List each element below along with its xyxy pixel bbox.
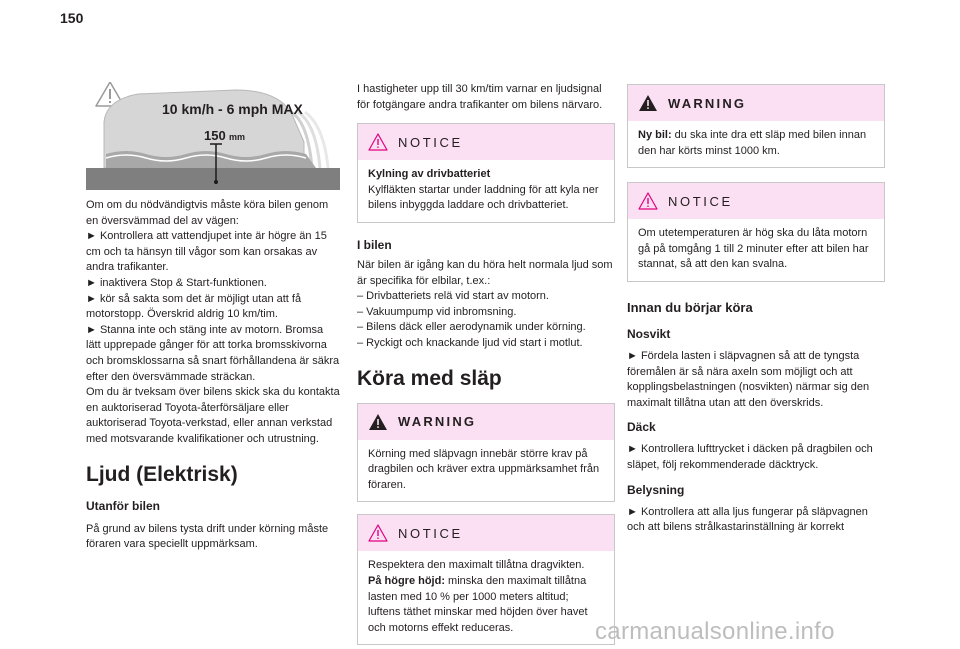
warning-header xyxy=(628,85,884,121)
warning-title: WARNING xyxy=(398,414,477,430)
notice-header xyxy=(358,515,614,551)
notice-body xyxy=(358,160,614,222)
warning-header xyxy=(358,404,614,440)
page-number: 150 xyxy=(60,10,84,26)
warning-body xyxy=(628,121,884,167)
warning-title: WARNING xyxy=(668,95,747,111)
notice-header xyxy=(358,124,614,160)
section-title-before-driving: Innan du börjar köra xyxy=(627,299,753,315)
road-surface xyxy=(86,168,340,190)
flood-instruction-line: ► Kontrollera att vattendjupet inte är högre än 15 cm och ta hänsyn till vågor som kan orsakas av andra trafikanter. xyxy=(86,230,327,274)
speed-label: 10 km/h - 6 mph MAX xyxy=(162,101,303,117)
notice-box-cooldown xyxy=(627,182,885,282)
list-item: – Ryckigt och knackande ljud vid start i motlut. xyxy=(357,336,583,349)
warning-icon xyxy=(638,94,658,112)
flood-instruction-line: ► inaktivera Stop & Start-funktionen. xyxy=(86,276,267,289)
column-middle xyxy=(357,82,615,645)
flood-instruction-line: ► kör så sakta som det är möjligt utan att få motorstopp. Överskrid aldrig 10 km/tim. xyxy=(86,292,302,321)
item-title-tyres: Däck xyxy=(627,420,656,435)
notice-bold: Kylning av drivbatteriet xyxy=(368,168,491,181)
outside-text: På grund av bilens tysta drift under körning måste föraren vara speciellt uppmärksam. xyxy=(86,522,329,551)
warning-text: du ska inte dra ett släp med bilen innan den har körts minst 1000 km. xyxy=(638,129,867,157)
warning-box-new-car xyxy=(627,84,885,168)
item-text-nose-weight: ► Fördela lasten i släpvagnen så att de tyngsta föremålen är så nära axeln som möjligt och att kopplingsbelastningen (nosvikten) närmar sig den maximalt tillåtna utan att den överskrids. xyxy=(627,349,870,409)
list-item: – Bilens däck eller aerodynamik under körning. xyxy=(357,321,586,334)
notice-title: NOTICE xyxy=(398,525,463,541)
section-title-sound: Ljud (Elektrisk) xyxy=(86,462,238,486)
list-item: – Drivbatteriets relä vid start av motorn. xyxy=(357,290,549,303)
item-title-lighting: Belysning xyxy=(627,482,685,497)
item-text-tyres: ► Kontrollera lufttrycket i däcken på dragbilen och släpet, följ rekommenderade däcktryck. xyxy=(627,443,873,471)
flood-illustration xyxy=(86,82,340,190)
pedestrian-warning-text: I hastigheter upp till 30 km/tim varnar en ljudsignal för fotgängare andra trafikanter om bilens närvaro. xyxy=(357,83,603,111)
item-text-lighting: ► Kontrollera att alla ljus fungerar på släpvagnen och att bilens strålkastarinställning är korrekt xyxy=(627,505,868,534)
subsection-title-inside: I bilen xyxy=(357,237,392,252)
warning-body: Körning med släpvagn innebär större krav på dragbilen och kräver extra uppmärksamhet från föraren. xyxy=(368,447,600,491)
water-waves xyxy=(106,151,316,168)
depth-value: 150 xyxy=(204,128,226,143)
notice-body: Om utetemperaturen är hög ska du låta motorn gå på tomgång 1 till 2 minuter efter att bilen har stannat, så att den kan svalna. xyxy=(638,227,869,271)
list-item: – Vakuumpump vid inbromsning. xyxy=(357,305,517,318)
watermark: carmanualsonline.info xyxy=(595,618,835,645)
flood-instruction-line: ► Stanna inte och stäng inte av motorn. Bromsa lätt upprepade gånger för att torka bromsskivorna och bromsklossarna så snart förhållandena är säkra efter den översvämmade sträckan. xyxy=(86,323,340,383)
notice-bold: På högre höjd: xyxy=(368,574,445,587)
column-left xyxy=(86,82,340,553)
notice-icon xyxy=(638,192,658,210)
notice-icon xyxy=(368,133,388,151)
notice-header xyxy=(628,183,884,219)
notice-icon xyxy=(368,524,388,542)
notice-text: Kylfläkten startar under laddning för att kyla ner bilens inbyggda laddare och drivbatteriet. xyxy=(368,183,599,212)
warning-box-towing xyxy=(357,403,615,503)
flood-instruction-line: Om du är tveksam över bilens skick ska du kontakta en auktoriserad Toyota-återförsäljare eller auktoriserad Toyota-verkstad, eller annan verkstad med motsvarande kvalifikationer och utrustning. xyxy=(86,386,340,445)
notice-text: minska den maximalt tillåtna lasten med 10 % per 1000 meters altitud; luftens täthet minskar med höjden över havet och motorns effekt reduceras. xyxy=(368,574,588,634)
notice-box-cooling xyxy=(357,123,615,223)
flooded-car-figure xyxy=(86,82,340,190)
column-right xyxy=(627,82,885,536)
flood-instructions xyxy=(86,198,340,448)
notice-title: NOTICE xyxy=(668,193,733,209)
inside-text: När bilen är igång kan du höra helt normala ljud som är specifika för elbilar, t.ex.: xyxy=(357,258,613,287)
notice-text: Respektera den maximalt tillåtna dragvikten. xyxy=(368,559,585,572)
subsection-title-outside: Utanför bilen xyxy=(86,498,160,513)
notice-title: NOTICE xyxy=(398,134,463,150)
section-title-towing: Köra med släp xyxy=(357,366,502,390)
warning-icon xyxy=(368,413,388,431)
depth-unit: mm xyxy=(229,132,246,142)
notice-body xyxy=(358,551,614,644)
inside-sound-list xyxy=(357,289,615,351)
notice-box-weight xyxy=(357,514,615,645)
warning-bold: Ny bil: xyxy=(638,129,672,141)
flood-instruction-line: Om om du nödvändigtvis måste köra bilen genom en översvämmad del av vägen: xyxy=(86,199,329,227)
item-title-nose-weight: Nosvikt xyxy=(627,326,671,341)
